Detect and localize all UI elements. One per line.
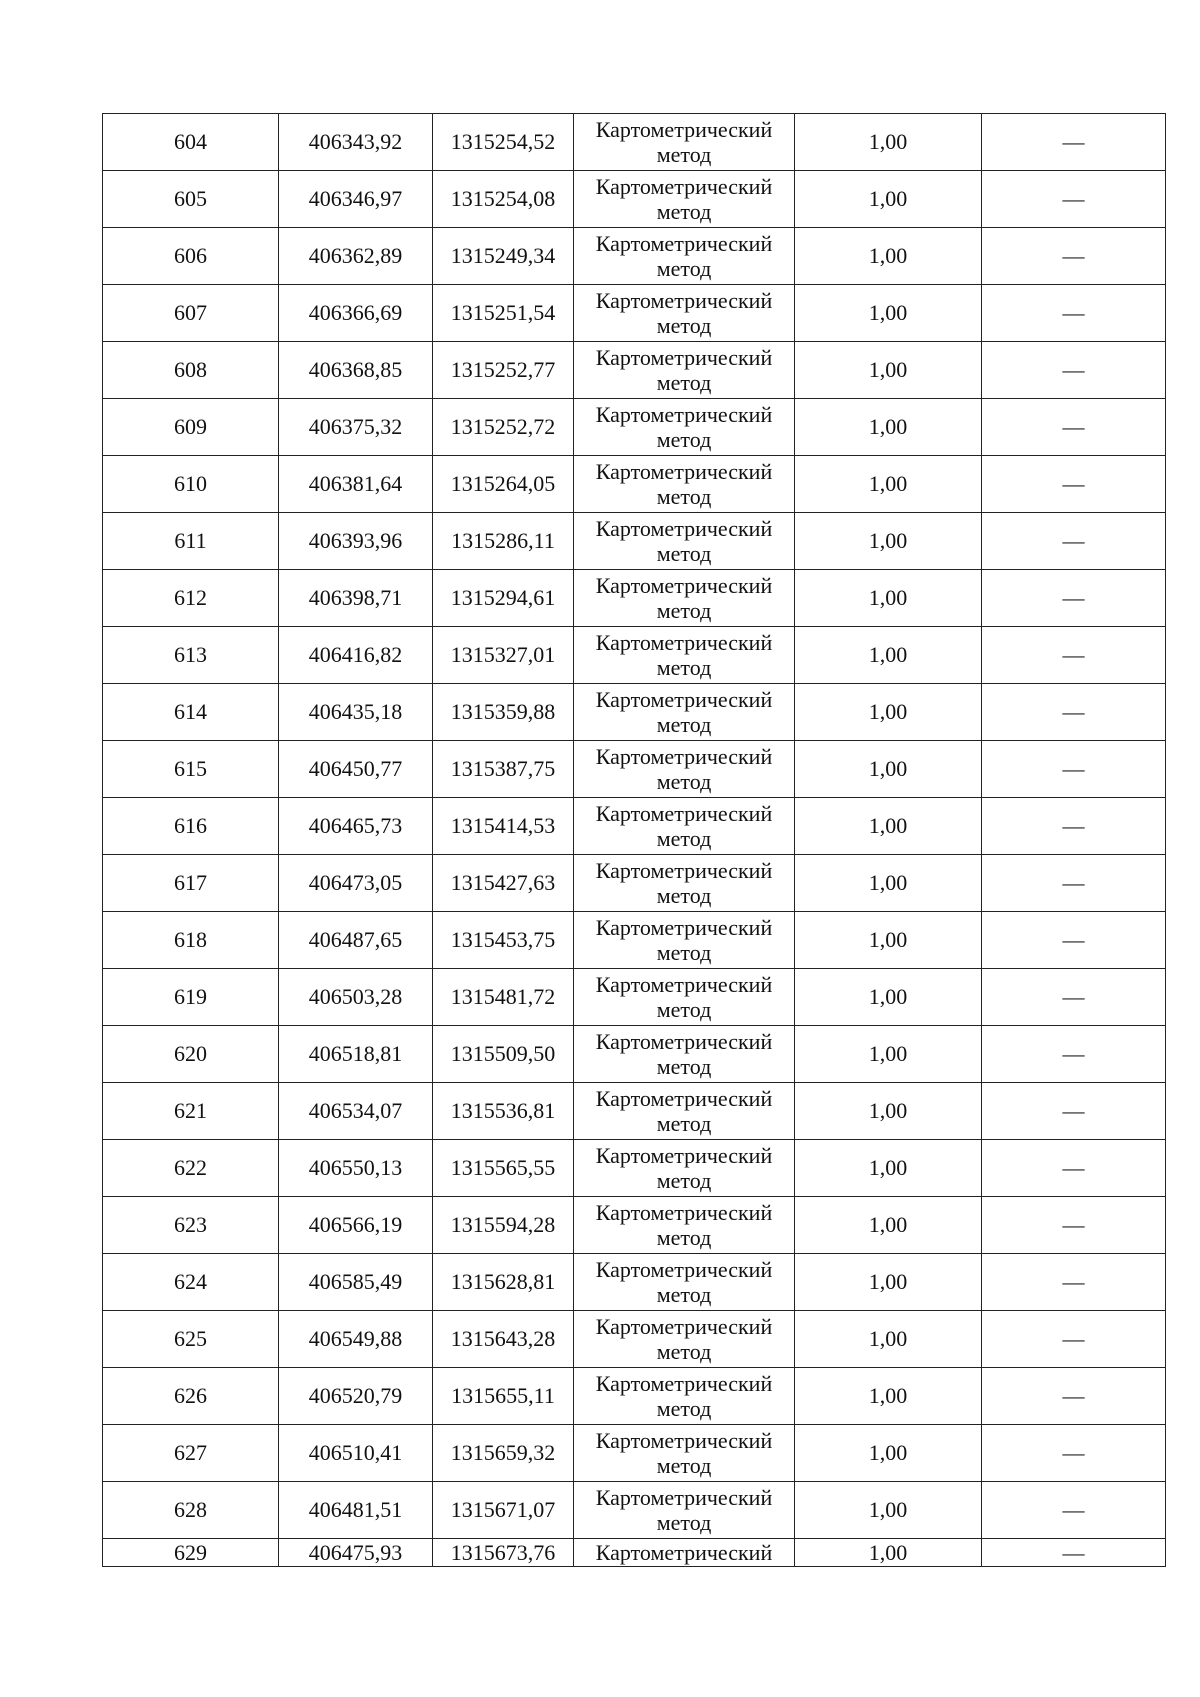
note-dash-cell: —	[982, 1197, 1166, 1254]
note-dash-cell: —	[982, 1311, 1166, 1368]
coordinates-table	[102, 113, 1166, 1567]
method-text-line1: Картометрический	[595, 1314, 773, 1339]
point-number-cell: 619	[103, 969, 279, 1026]
point-number-cell: 626	[103, 1368, 279, 1425]
point-number-cell: 613	[103, 627, 279, 684]
method-text-line1: Картометрический	[595, 1029, 773, 1054]
note-dash-cell: —	[982, 741, 1166, 798]
method-text-line1: Картометрический	[595, 744, 773, 769]
note-dash-cell: —	[982, 855, 1166, 912]
y-coordinate-cell: 1315655,11	[433, 1368, 574, 1425]
point-number-cell: 627	[103, 1425, 279, 1482]
note-dash-cell: —	[982, 1083, 1166, 1140]
x-coordinate-cell: 406549,88	[279, 1311, 433, 1368]
note-dash-cell: —	[982, 1140, 1166, 1197]
method-cell	[574, 1197, 795, 1254]
accuracy-cell: 1,00	[795, 1539, 982, 1567]
point-number-cell: 611	[103, 513, 279, 570]
method-text-line1: Картометрический	[595, 231, 773, 256]
y-coordinate-cell: 1315249,34	[433, 228, 574, 285]
method-text-line1: Картометрический	[595, 459, 773, 484]
method-text-line1: Картометрический	[595, 1539, 773, 1565]
method-cell	[574, 969, 795, 1026]
method-text-line2: метод	[656, 655, 712, 680]
method-text-line1: Картометрический	[595, 687, 773, 712]
method-cell	[574, 1539, 795, 1567]
y-coordinate-cell: 1315294,61	[433, 570, 574, 627]
x-coordinate-cell: 406343,92	[279, 114, 433, 171]
point-number-cell: 606	[103, 228, 279, 285]
method-text-line2: метод	[656, 1396, 712, 1421]
table-row	[103, 1197, 1166, 1254]
method-cell	[574, 1254, 795, 1311]
table-row	[103, 285, 1166, 342]
x-coordinate-cell: 406366,69	[279, 285, 433, 342]
table-row	[103, 399, 1166, 456]
method-text-line2: метод	[656, 1453, 712, 1478]
y-coordinate-cell: 1315453,75	[433, 912, 574, 969]
method-text-line1: Картометрический	[595, 516, 773, 541]
method-text-line2: метод	[656, 256, 712, 281]
note-dash-cell: —	[982, 627, 1166, 684]
point-number-cell: 612	[103, 570, 279, 627]
x-coordinate-cell: 406475,93	[279, 1539, 433, 1567]
method-text-line2: метод	[656, 883, 712, 908]
method-text-line1: Картометрический	[595, 801, 773, 826]
method-text-line1: Картометрический	[595, 573, 773, 598]
x-coordinate-cell: 406534,07	[279, 1083, 433, 1140]
method-text-line1: Картометрический	[595, 1257, 773, 1282]
x-coordinate-cell: 406510,41	[279, 1425, 433, 1482]
note-dash-cell: —	[982, 456, 1166, 513]
accuracy-cell: 1,00	[795, 684, 982, 741]
method-text-line2: метод	[656, 1339, 712, 1364]
table-row	[103, 798, 1166, 855]
method-text-line2: метод	[656, 370, 712, 395]
accuracy-cell: 1,00	[795, 1482, 982, 1539]
method-cell	[574, 1140, 795, 1197]
note-dash-cell: —	[982, 912, 1166, 969]
point-number-cell: 628	[103, 1482, 279, 1539]
table-row	[103, 114, 1166, 171]
accuracy-cell: 1,00	[795, 285, 982, 342]
accuracy-cell: 1,00	[795, 1140, 982, 1197]
accuracy-cell: 1,00	[795, 627, 982, 684]
accuracy-cell: 1,00	[795, 171, 982, 228]
method-text-line1: Картометрический	[595, 1200, 773, 1225]
x-coordinate-cell: 406585,49	[279, 1254, 433, 1311]
note-dash-cell: —	[982, 798, 1166, 855]
method-cell	[574, 228, 795, 285]
note-dash-cell: —	[982, 114, 1166, 171]
accuracy-cell: 1,00	[795, 1197, 982, 1254]
table-row	[103, 1140, 1166, 1197]
method-cell	[574, 684, 795, 741]
point-number-cell: 604	[103, 114, 279, 171]
table-row	[103, 513, 1166, 570]
point-number-cell: 624	[103, 1254, 279, 1311]
table-row	[103, 1482, 1166, 1539]
point-number-cell: 616	[103, 798, 279, 855]
note-dash-cell: —	[982, 1539, 1166, 1567]
x-coordinate-cell: 406368,85	[279, 342, 433, 399]
method-cell	[574, 627, 795, 684]
method-text-line2: метод	[656, 826, 712, 851]
accuracy-cell: 1,00	[795, 570, 982, 627]
method-text-line1: Картометрический	[595, 972, 773, 997]
y-coordinate-cell: 1315286,11	[433, 513, 574, 570]
y-coordinate-cell: 1315671,07	[433, 1482, 574, 1539]
method-cell	[574, 399, 795, 456]
method-text-line2: метод	[656, 598, 712, 623]
table-row	[103, 627, 1166, 684]
accuracy-cell: 1,00	[795, 1254, 982, 1311]
table-row	[103, 1368, 1166, 1425]
accuracy-cell: 1,00	[795, 228, 982, 285]
x-coordinate-cell: 406450,77	[279, 741, 433, 798]
table-row	[103, 1083, 1166, 1140]
y-coordinate-cell: 1315252,77	[433, 342, 574, 399]
accuracy-cell: 1,00	[795, 969, 982, 1026]
table-row	[103, 1254, 1166, 1311]
y-coordinate-cell: 1315509,50	[433, 1026, 574, 1083]
y-coordinate-cell: 1315264,05	[433, 456, 574, 513]
note-dash-cell: —	[982, 1368, 1166, 1425]
note-dash-cell: —	[982, 285, 1166, 342]
table-row	[103, 855, 1166, 912]
point-number-cell: 621	[103, 1083, 279, 1140]
point-number-cell: 609	[103, 399, 279, 456]
point-number-cell: 617	[103, 855, 279, 912]
method-text-line1: Картометрический	[595, 858, 773, 883]
x-coordinate-cell: 406398,71	[279, 570, 433, 627]
method-text-line2: метод	[656, 427, 712, 452]
accuracy-cell: 1,00	[795, 1026, 982, 1083]
table-row	[103, 1311, 1166, 1368]
method-text-line1: Картометрический	[595, 402, 773, 427]
method-cell	[574, 741, 795, 798]
method-text-line2: метод	[656, 1282, 712, 1307]
point-number-cell: 620	[103, 1026, 279, 1083]
method-text-line2: метод	[656, 142, 712, 167]
y-coordinate-cell: 1315359,88	[433, 684, 574, 741]
y-coordinate-cell: 1315594,28	[433, 1197, 574, 1254]
method-text-line1: Картометрический	[595, 345, 773, 370]
method-cell	[574, 114, 795, 171]
y-coordinate-cell: 1315427,63	[433, 855, 574, 912]
method-text-line2: метод	[656, 997, 712, 1022]
y-coordinate-cell: 1315327,01	[433, 627, 574, 684]
point-number-cell: 614	[103, 684, 279, 741]
method-text-line2: метод	[656, 1510, 712, 1535]
point-number-cell: 605	[103, 171, 279, 228]
table-row	[103, 228, 1166, 285]
method-text-line1: Картометрический	[595, 1086, 773, 1111]
method-text-line2: метод	[656, 940, 712, 965]
method-text-line2: метод	[656, 1054, 712, 1079]
x-coordinate-cell: 406346,97	[279, 171, 433, 228]
method-cell	[574, 1026, 795, 1083]
table-row	[103, 912, 1166, 969]
point-number-cell: 622	[103, 1140, 279, 1197]
point-number-cell: 629	[103, 1539, 279, 1567]
y-coordinate-cell: 1315643,28	[433, 1311, 574, 1368]
method-cell	[574, 171, 795, 228]
method-cell	[574, 855, 795, 912]
y-coordinate-cell: 1315254,52	[433, 114, 574, 171]
method-text-line1: Картометрический	[595, 1485, 773, 1510]
accuracy-cell: 1,00	[795, 399, 982, 456]
note-dash-cell: —	[982, 1254, 1166, 1311]
method-text-line1: Картометрический	[595, 915, 773, 940]
x-coordinate-cell: 406393,96	[279, 513, 433, 570]
method-text-line2: метод	[656, 1225, 712, 1250]
method-cell	[574, 1482, 795, 1539]
x-coordinate-cell: 406518,81	[279, 1026, 433, 1083]
table-row	[103, 570, 1166, 627]
accuracy-cell: 1,00	[795, 114, 982, 171]
method-text-line1: Картометрический	[595, 1428, 773, 1453]
table-row	[103, 456, 1166, 513]
y-coordinate-cell: 1315414,53	[433, 798, 574, 855]
table-row	[103, 1425, 1166, 1482]
method-cell	[574, 570, 795, 627]
method-text-line2: метод	[656, 1111, 712, 1136]
table-row	[103, 342, 1166, 399]
y-coordinate-cell: 1315252,72	[433, 399, 574, 456]
x-coordinate-cell: 406416,82	[279, 627, 433, 684]
table-row	[103, 171, 1166, 228]
method-cell	[574, 456, 795, 513]
note-dash-cell: —	[982, 684, 1166, 741]
note-dash-cell: —	[982, 1425, 1166, 1482]
y-coordinate-cell: 1315673,76	[433, 1539, 574, 1567]
x-coordinate-cell: 406375,32	[279, 399, 433, 456]
method-cell	[574, 1368, 795, 1425]
y-coordinate-cell: 1315565,55	[433, 1140, 574, 1197]
accuracy-cell: 1,00	[795, 741, 982, 798]
method-cell	[574, 1083, 795, 1140]
note-dash-cell: —	[982, 1026, 1166, 1083]
method-cell	[574, 798, 795, 855]
table-row	[103, 969, 1166, 1026]
y-coordinate-cell: 1315628,81	[433, 1254, 574, 1311]
method-text-line1: Картометрический	[595, 1371, 773, 1396]
x-coordinate-cell: 406362,89	[279, 228, 433, 285]
method-text-line2: метод	[656, 1168, 712, 1193]
accuracy-cell: 1,00	[795, 855, 982, 912]
accuracy-cell: 1,00	[795, 1368, 982, 1425]
method-text-line2: метод	[656, 541, 712, 566]
x-coordinate-cell: 406520,79	[279, 1368, 433, 1425]
method-cell	[574, 513, 795, 570]
x-coordinate-cell: 406566,19	[279, 1197, 433, 1254]
point-number-cell: 610	[103, 456, 279, 513]
accuracy-cell: 1,00	[795, 1083, 982, 1140]
point-number-cell: 615	[103, 741, 279, 798]
accuracy-cell: 1,00	[795, 1425, 982, 1482]
x-coordinate-cell: 406465,73	[279, 798, 433, 855]
method-text-line2: метод	[656, 712, 712, 737]
method-cell	[574, 342, 795, 399]
table-row	[103, 1539, 1166, 1567]
y-coordinate-cell: 1315387,75	[433, 741, 574, 798]
y-coordinate-cell: 1315254,08	[433, 171, 574, 228]
method-text-line1: Картометрический	[595, 117, 773, 142]
method-cell	[574, 285, 795, 342]
x-coordinate-cell: 406550,13	[279, 1140, 433, 1197]
y-coordinate-cell: 1315536,81	[433, 1083, 574, 1140]
point-number-cell: 618	[103, 912, 279, 969]
method-cell	[574, 912, 795, 969]
accuracy-cell: 1,00	[795, 513, 982, 570]
x-coordinate-cell: 406473,05	[279, 855, 433, 912]
method-text-line2: метод	[656, 769, 712, 794]
accuracy-cell: 1,00	[795, 1311, 982, 1368]
table-row	[103, 1026, 1166, 1083]
method-cell	[574, 1311, 795, 1368]
method-text-line1: Картометрический	[595, 288, 773, 313]
accuracy-cell: 1,00	[795, 342, 982, 399]
method-text-line1: Картометрический	[595, 630, 773, 655]
y-coordinate-cell: 1315481,72	[433, 969, 574, 1026]
method-text-line2: метод	[656, 484, 712, 509]
x-coordinate-cell: 406381,64	[279, 456, 433, 513]
accuracy-cell: 1,00	[795, 798, 982, 855]
note-dash-cell: —	[982, 1482, 1166, 1539]
coordinates-table-body	[103, 114, 1166, 1567]
note-dash-cell: —	[982, 228, 1166, 285]
point-number-cell: 608	[103, 342, 279, 399]
note-dash-cell: —	[982, 513, 1166, 570]
accuracy-cell: 1,00	[795, 456, 982, 513]
table-row	[103, 741, 1166, 798]
point-number-cell: 625	[103, 1311, 279, 1368]
note-dash-cell: —	[982, 570, 1166, 627]
x-coordinate-cell: 406435,18	[279, 684, 433, 741]
method-text-line1: Картометрический	[595, 174, 773, 199]
method-text-line2: метод	[656, 199, 712, 224]
point-number-cell: 623	[103, 1197, 279, 1254]
note-dash-cell: —	[982, 171, 1166, 228]
x-coordinate-cell: 406487,65	[279, 912, 433, 969]
point-number-cell: 607	[103, 285, 279, 342]
method-text-line2: метод	[656, 313, 712, 338]
note-dash-cell: —	[982, 342, 1166, 399]
x-coordinate-cell: 406503,28	[279, 969, 433, 1026]
method-text-line1: Картометрический	[595, 1143, 773, 1168]
table-row	[103, 684, 1166, 741]
accuracy-cell: 1,00	[795, 912, 982, 969]
method-cell	[574, 1425, 795, 1482]
y-coordinate-cell: 1315251,54	[433, 285, 574, 342]
x-coordinate-cell: 406481,51	[279, 1482, 433, 1539]
note-dash-cell: —	[982, 399, 1166, 456]
note-dash-cell: —	[982, 969, 1166, 1026]
y-coordinate-cell: 1315659,32	[433, 1425, 574, 1482]
